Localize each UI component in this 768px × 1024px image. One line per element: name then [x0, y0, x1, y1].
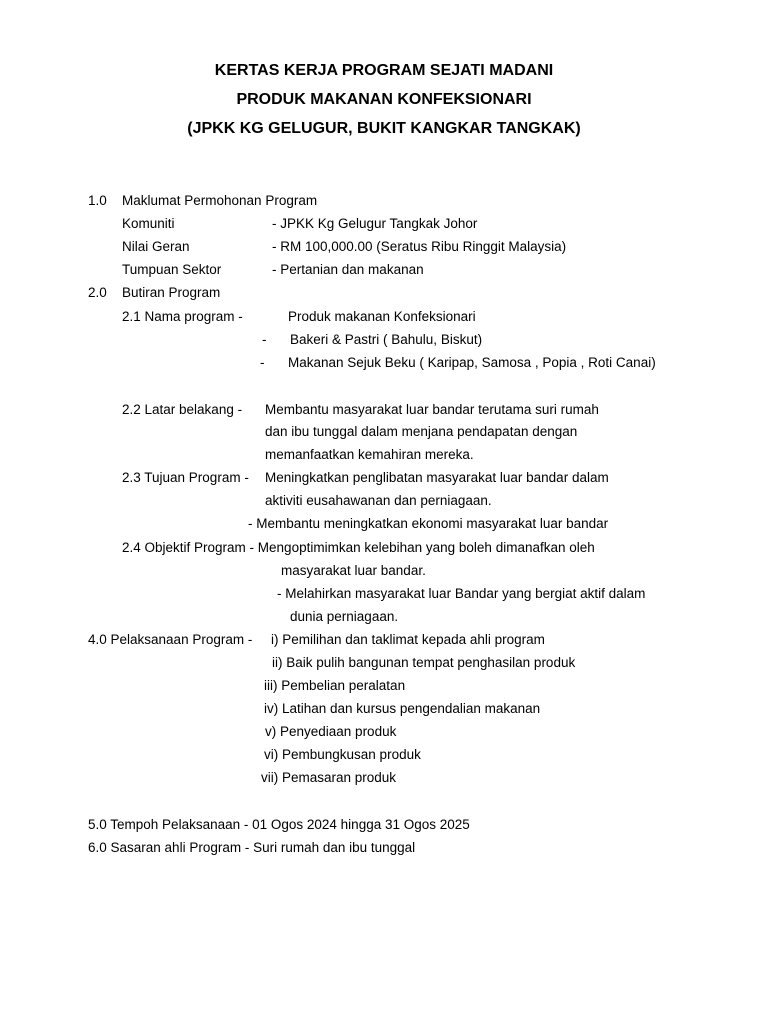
pelaksanaan-item-1: i) Pemilihan dan taklimat kepada ahli program [271, 632, 545, 647]
nama-program-label: 2.1 Nama program - [122, 309, 243, 324]
document-title-line-3: (JPKK KG GELUGUR, BUKIT KANGKAR TANGKAK) [187, 120, 581, 137]
objektif-program-line-3: - Melahirkan masyarakat luar Bandar yang bergiat aktif dalam [277, 586, 646, 601]
objektif-program-line-4: dunia perniagaan. [290, 609, 399, 624]
nama-program-dash-3: - [260, 355, 265, 370]
pelaksanaan-item-5: v) Penyediaan produk [265, 724, 397, 739]
latar-belakang-line-1: Membantu masyarakat luar bandar terutama suri rumah [265, 402, 599, 417]
sasaran-ahli-program: 6.0 Sasaran ahli Program - Suri rumah dan ibu tunggal [88, 840, 416, 855]
section-1-heading: Maklumat Permohonan Program [122, 193, 318, 208]
tujuan-program-extra: - Membantu meningkatkan ekonomi masyarakat luar bandar [248, 516, 609, 531]
nama-program-item-3: Makanan Sejuk Beku ( Karipap, Samosa , Popia , Roti Canai) [288, 355, 656, 370]
field-label-nilai-geran: Nilai Geran [122, 239, 190, 254]
field-value-komuniti: - JPKK Kg Gelugur Tangkak Johor [272, 216, 478, 231]
nama-program-dash-2: - [262, 332, 267, 347]
field-value-nilai-geran: - RM 100,000.00 (Seratus Ribu Ringgit Malaysia) [272, 239, 567, 254]
document-title-line-2: PRODUK MAKANAN KONFEKSIONARI [236, 91, 532, 108]
field-label-tumpuan-sektor: Tumpuan Sektor [122, 262, 222, 277]
nama-program-item-1: Produk makanan Konfeksionari [288, 309, 476, 324]
objektif-program-line-2: masyarakat luar bandar. [281, 563, 426, 578]
section-2-heading: Butiran Program [122, 285, 221, 300]
field-label-komuniti: Komuniti [122, 216, 175, 231]
field-value-tumpuan-sektor: - Pertanian dan makanan [272, 262, 424, 277]
nama-program-item-2: Bakeri & Pastri ( Bahulu, Biskut) [290, 332, 483, 347]
tempoh-pelaksanaan: 5.0 Tempoh Pelaksanaan - 01 Ogos 2024 hingga 31 Ogos 2025 [88, 817, 470, 832]
section-1-number: 1.0 [88, 193, 107, 208]
pelaksanaan-item-2: ii) Baik pulih bangunan tempat penghasilan produk [272, 655, 576, 670]
latar-belakang-label: 2.2 Latar belakang - [122, 402, 243, 417]
pelaksanaan-item-4: iv) Latihan dan kursus pengendalian makanan [264, 701, 541, 716]
tujuan-program-line-2: aktiviti eusahawanan dan perniagaan. [265, 493, 492, 508]
pelaksanaan-item-7: vii) Pemasaran produk [261, 770, 397, 785]
objektif-program-line-1: 2.4 Objektif Program - Mengoptimimkan kelebihan yang boleh dimanafkan oleh [122, 540, 595, 555]
pelaksanaan-program-label: 4.0 Pelaksanaan Program - [88, 632, 253, 647]
latar-belakang-line-2: dan ibu tunggal dalam menjana pendapatan dengan [265, 424, 578, 439]
section-2-number: 2.0 [88, 285, 107, 300]
latar-belakang-line-3: memanfaatkan kemahiran mereka. [265, 447, 474, 462]
document-title-line-1: KERTAS KERJA PROGRAM SEJATI MADANI [214, 62, 554, 79]
pelaksanaan-item-3: iii) Pembelian peralatan [264, 678, 406, 693]
tujuan-program-label: 2.3 Tujuan Program - [122, 470, 249, 485]
pelaksanaan-item-6: vi) Pembungkusan produk [264, 747, 421, 762]
tujuan-program-line-1: Meningkatkan penglibatan masyarakat luar bandar dalam [265, 470, 609, 485]
